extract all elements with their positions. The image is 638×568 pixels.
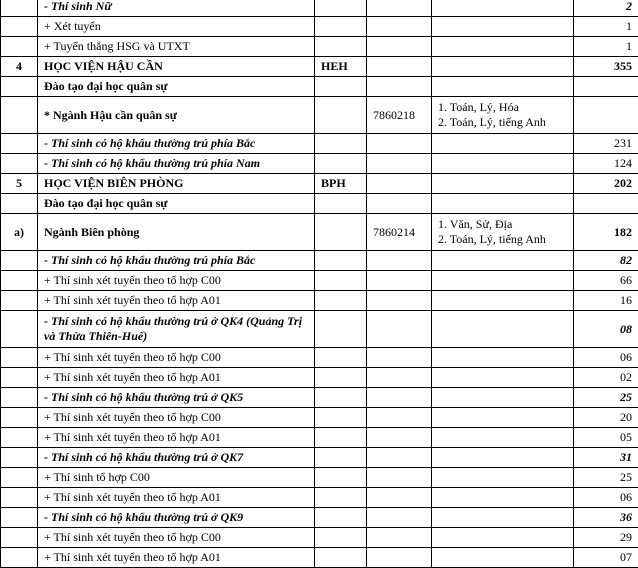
- row-number-cell: [1, 37, 38, 57]
- subject-combination-cell: [432, 448, 574, 468]
- table-body: [1, 0, 638, 568]
- row-number-cell: [1, 368, 38, 388]
- table-row: [1, 488, 638, 508]
- school-code-cell: [315, 0, 367, 17]
- quota-cell: 2: [574, 0, 638, 17]
- subject-combination-cell: [432, 0, 574, 17]
- major-code-cell: [367, 448, 432, 468]
- school-code-cell: [315, 271, 367, 291]
- quota-cell: 202: [574, 174, 638, 194]
- major-code-cell: [367, 428, 432, 448]
- major-code-cell: [367, 77, 432, 97]
- subject-combination-cell: [432, 214, 574, 251]
- subject-combination-cell: [432, 388, 574, 408]
- subject-combination: 2. Toán, Lý, tiếng Anh: [438, 115, 567, 130]
- row-number-cell: [1, 548, 38, 568]
- school-code-cell: [315, 154, 367, 174]
- major-code-cell: [367, 194, 432, 214]
- row-number-cell: [1, 134, 38, 154]
- subject-combination-cell: [432, 468, 574, 488]
- row-number-cell: [1, 408, 38, 428]
- row-number-cell: [1, 77, 38, 97]
- school-code-cell: [315, 528, 367, 548]
- major-code-cell: [367, 348, 432, 368]
- row-number-cell: [1, 97, 38, 134]
- school-code-cell: [315, 97, 367, 134]
- quota-cell: 66: [574, 271, 638, 291]
- subject-combination: 2. Toán, Lý, tiếng Anh: [438, 232, 567, 247]
- school-code-cell: [315, 37, 367, 57]
- school-code-cell: [315, 508, 367, 528]
- quota-cell: [574, 194, 638, 214]
- subject-combination-cell: [432, 271, 574, 291]
- school-code-cell: [315, 488, 367, 508]
- row-number-cell: [1, 528, 38, 548]
- major-code-cell: [367, 548, 432, 568]
- row-name-cell: Ngành Biên phòng: [38, 214, 315, 251]
- table-row: [1, 428, 638, 448]
- quota-cell: 82: [574, 251, 638, 271]
- major-code-cell: [367, 488, 432, 508]
- school-code-cell: [315, 468, 367, 488]
- row-name-cell: - Thí sinh có hộ khẩu thường trú phía Bắc: [38, 134, 315, 154]
- table-row: [1, 388, 638, 408]
- table-row: [1, 194, 638, 214]
- row-number-cell: [1, 0, 38, 17]
- quota-cell: 25: [574, 468, 638, 488]
- table-row: [1, 134, 638, 154]
- school-code-cell: [315, 194, 367, 214]
- subject-combination-cell: [432, 37, 574, 57]
- quota-cell: 355: [574, 57, 638, 77]
- subject-combination-cell: [432, 408, 574, 428]
- row-name-cell: + Thí sinh xét tuyển theo tổ hợp A01: [38, 488, 315, 508]
- row-name-cell: + Thí sinh xét tuyển theo tổ hợp C00: [38, 271, 315, 291]
- subject-combination-cell: [432, 154, 574, 174]
- quota-cell: 31: [574, 448, 638, 468]
- table-row: [1, 508, 638, 528]
- quota-cell: 02: [574, 368, 638, 388]
- major-code-cell: [367, 37, 432, 57]
- quota-cell: 29: [574, 528, 638, 548]
- table-row: [1, 251, 638, 271]
- major-code-cell: [367, 251, 432, 271]
- subject-combination-cell: [432, 528, 574, 548]
- major-code-cell: [367, 57, 432, 77]
- major-code-cell: [367, 134, 432, 154]
- school-code-cell: [315, 77, 367, 97]
- row-name-cell: + Thí sinh xét tuyển theo tổ hợp A01: [38, 428, 315, 448]
- school-code-cell: [315, 548, 367, 568]
- major-code-cell: [367, 508, 432, 528]
- row-number-cell: [1, 348, 38, 368]
- row-name-cell: Đào tạo đại học quân sự: [38, 194, 315, 214]
- major-code-cell: [367, 408, 432, 428]
- major-code-cell: [367, 528, 432, 548]
- major-code-cell: [367, 311, 432, 348]
- row-name-cell: Đào tạo đại học quân sự: [38, 77, 315, 97]
- major-code-cell: [367, 388, 432, 408]
- quota-cell: 124: [574, 154, 638, 174]
- row-name-cell: HỌC VIỆN HẬU CẦN: [38, 57, 315, 77]
- school-code-cell: BPH: [315, 174, 367, 194]
- table-row: [1, 271, 638, 291]
- row-number-cell: [1, 17, 38, 37]
- subject-combination-cell: [432, 77, 574, 97]
- subject-combination-cell: [432, 488, 574, 508]
- row-name-cell: + Thí sinh xét tuyển theo tổ hợp A01: [38, 548, 315, 568]
- row-name-cell: HỌC VIỆN BIÊN PHÒNG: [38, 174, 315, 194]
- row-number-cell: [1, 448, 38, 468]
- row-number-cell: [1, 508, 38, 528]
- row-number-cell: [1, 468, 38, 488]
- row-name-cell: + Thí sinh xét tuyển theo tổ hợp A01: [38, 368, 315, 388]
- row-number-cell: 4: [1, 57, 38, 77]
- school-code-cell: [315, 428, 367, 448]
- subject-combination: 1. Toán, Lý, Hóa: [438, 100, 567, 115]
- row-name-cell: + Thí sinh xét tuyển theo tổ hợp C00: [38, 348, 315, 368]
- row-name-cell: * Ngành Hậu cần quân sự: [38, 97, 315, 134]
- row-name-cell: + Thí sinh xét tuyển theo tổ hợp C00: [38, 408, 315, 428]
- table-row: [1, 154, 638, 174]
- quota-cell: 1: [574, 17, 638, 37]
- quota-cell: 36: [574, 508, 638, 528]
- subject-combination-cell: [432, 251, 574, 271]
- quota-cell: [574, 97, 638, 134]
- table-row: [1, 408, 638, 428]
- school-code-cell: [315, 448, 367, 468]
- row-name-cell: + Thí sinh tổ hợp C00: [38, 468, 315, 488]
- major-code-cell: [367, 174, 432, 194]
- row-number-cell: a): [1, 214, 38, 251]
- row-number-cell: [1, 291, 38, 311]
- row-name-cell: + Xét tuyển: [38, 17, 315, 37]
- major-code-cell: [367, 291, 432, 311]
- subject-combination-cell: [432, 428, 574, 448]
- table-row: [1, 311, 638, 348]
- school-code-cell: HEH: [315, 57, 367, 77]
- quota-cell: 16: [574, 291, 638, 311]
- table-row: [1, 37, 638, 57]
- table-row: [1, 0, 638, 17]
- quota-cell: 07: [574, 548, 638, 568]
- subject-combination-cell: [432, 311, 574, 348]
- row-number-cell: [1, 154, 38, 174]
- row-name-cell: - Thí sinh Nữ: [38, 0, 315, 17]
- school-code-cell: [315, 17, 367, 37]
- row-name-cell: - Thí sinh có hộ khẩu thường trú ở QK7: [38, 448, 315, 468]
- quota-cell: 231: [574, 134, 638, 154]
- table-row: [1, 468, 638, 488]
- row-number-cell: [1, 271, 38, 291]
- subject-combination-cell: [432, 548, 574, 568]
- subject-combination-cell: [432, 134, 574, 154]
- quota-cell: 25: [574, 388, 638, 408]
- table-row: [1, 291, 638, 311]
- subject-combination-cell: [432, 194, 574, 214]
- subject-combination-cell: [432, 508, 574, 528]
- subject-combination-cell: [432, 291, 574, 311]
- major-code-cell: [367, 0, 432, 17]
- quota-cell: 06: [574, 348, 638, 368]
- table-row: [1, 57, 638, 77]
- school-code-cell: [315, 251, 367, 271]
- major-code-cell: 7860214: [367, 214, 432, 251]
- quota-cell: 1: [574, 37, 638, 57]
- table-row: [1, 528, 638, 548]
- school-code-cell: [315, 348, 367, 368]
- subject-combination-cell: [432, 174, 574, 194]
- row-number-cell: [1, 488, 38, 508]
- table-row: [1, 174, 638, 194]
- quota-cell: 182: [574, 214, 638, 251]
- quota-cell: 20: [574, 408, 638, 428]
- major-code-cell: [367, 17, 432, 37]
- table-row: [1, 448, 638, 468]
- major-code-cell: [367, 468, 432, 488]
- table-row: [1, 97, 638, 134]
- row-name-cell: - Thí sinh có hộ khẩu thường trú phía Nam: [38, 154, 315, 174]
- quota-cell: 08: [574, 311, 638, 348]
- row-name-cell: - Thí sinh có hộ khẩu thường trú ở QK4 (Quảng Trị và Thừa Thiên-Huế): [38, 311, 315, 348]
- major-code-cell: [367, 271, 432, 291]
- school-code-cell: [315, 214, 367, 251]
- row-name-cell: - Thí sinh có hộ khẩu thường trú ở QK9: [38, 508, 315, 528]
- table-row: [1, 348, 638, 368]
- school-code-cell: [315, 388, 367, 408]
- row-number-cell: [1, 428, 38, 448]
- quota-cell: 05: [574, 428, 638, 448]
- row-number-cell: [1, 388, 38, 408]
- row-name-cell: - Thí sinh có hộ khẩu thường trú phía Bắc: [38, 251, 315, 271]
- school-code-cell: [315, 291, 367, 311]
- subject-combination: 1. Văn, Sử, Địa: [438, 217, 567, 232]
- major-code-cell: [367, 368, 432, 388]
- quota-cell: [574, 77, 638, 97]
- row-number-cell: [1, 311, 38, 348]
- major-code-cell: [367, 154, 432, 174]
- major-code-cell: 7860218: [367, 97, 432, 134]
- school-code-cell: [315, 134, 367, 154]
- row-number-cell: [1, 194, 38, 214]
- table-row: [1, 77, 638, 97]
- subject-combination-cell: [432, 348, 574, 368]
- row-name-cell: + Tuyển thẳng HSG và UTXT: [38, 37, 315, 57]
- table-row: [1, 368, 638, 388]
- row-name-cell: - Thí sinh có hộ khẩu thường trú ở QK5: [38, 388, 315, 408]
- table-row: [1, 17, 638, 37]
- quota-cell: 06: [574, 488, 638, 508]
- school-code-cell: [315, 408, 367, 428]
- subject-combination-cell: [432, 97, 574, 134]
- row-name-cell: + Thí sinh xét tuyển theo tổ hợp A01: [38, 291, 315, 311]
- row-number-cell: [1, 251, 38, 271]
- subject-combination-cell: [432, 57, 574, 77]
- school-code-cell: [315, 311, 367, 348]
- table-row: [1, 548, 638, 568]
- row-number-cell: 5: [1, 174, 38, 194]
- subject-combination-cell: [432, 368, 574, 388]
- table-row: [1, 214, 638, 251]
- school-code-cell: [315, 368, 367, 388]
- row-name-cell: + Thí sinh xét tuyển theo tổ hợp C00: [38, 528, 315, 548]
- subject-combination-cell: [432, 17, 574, 37]
